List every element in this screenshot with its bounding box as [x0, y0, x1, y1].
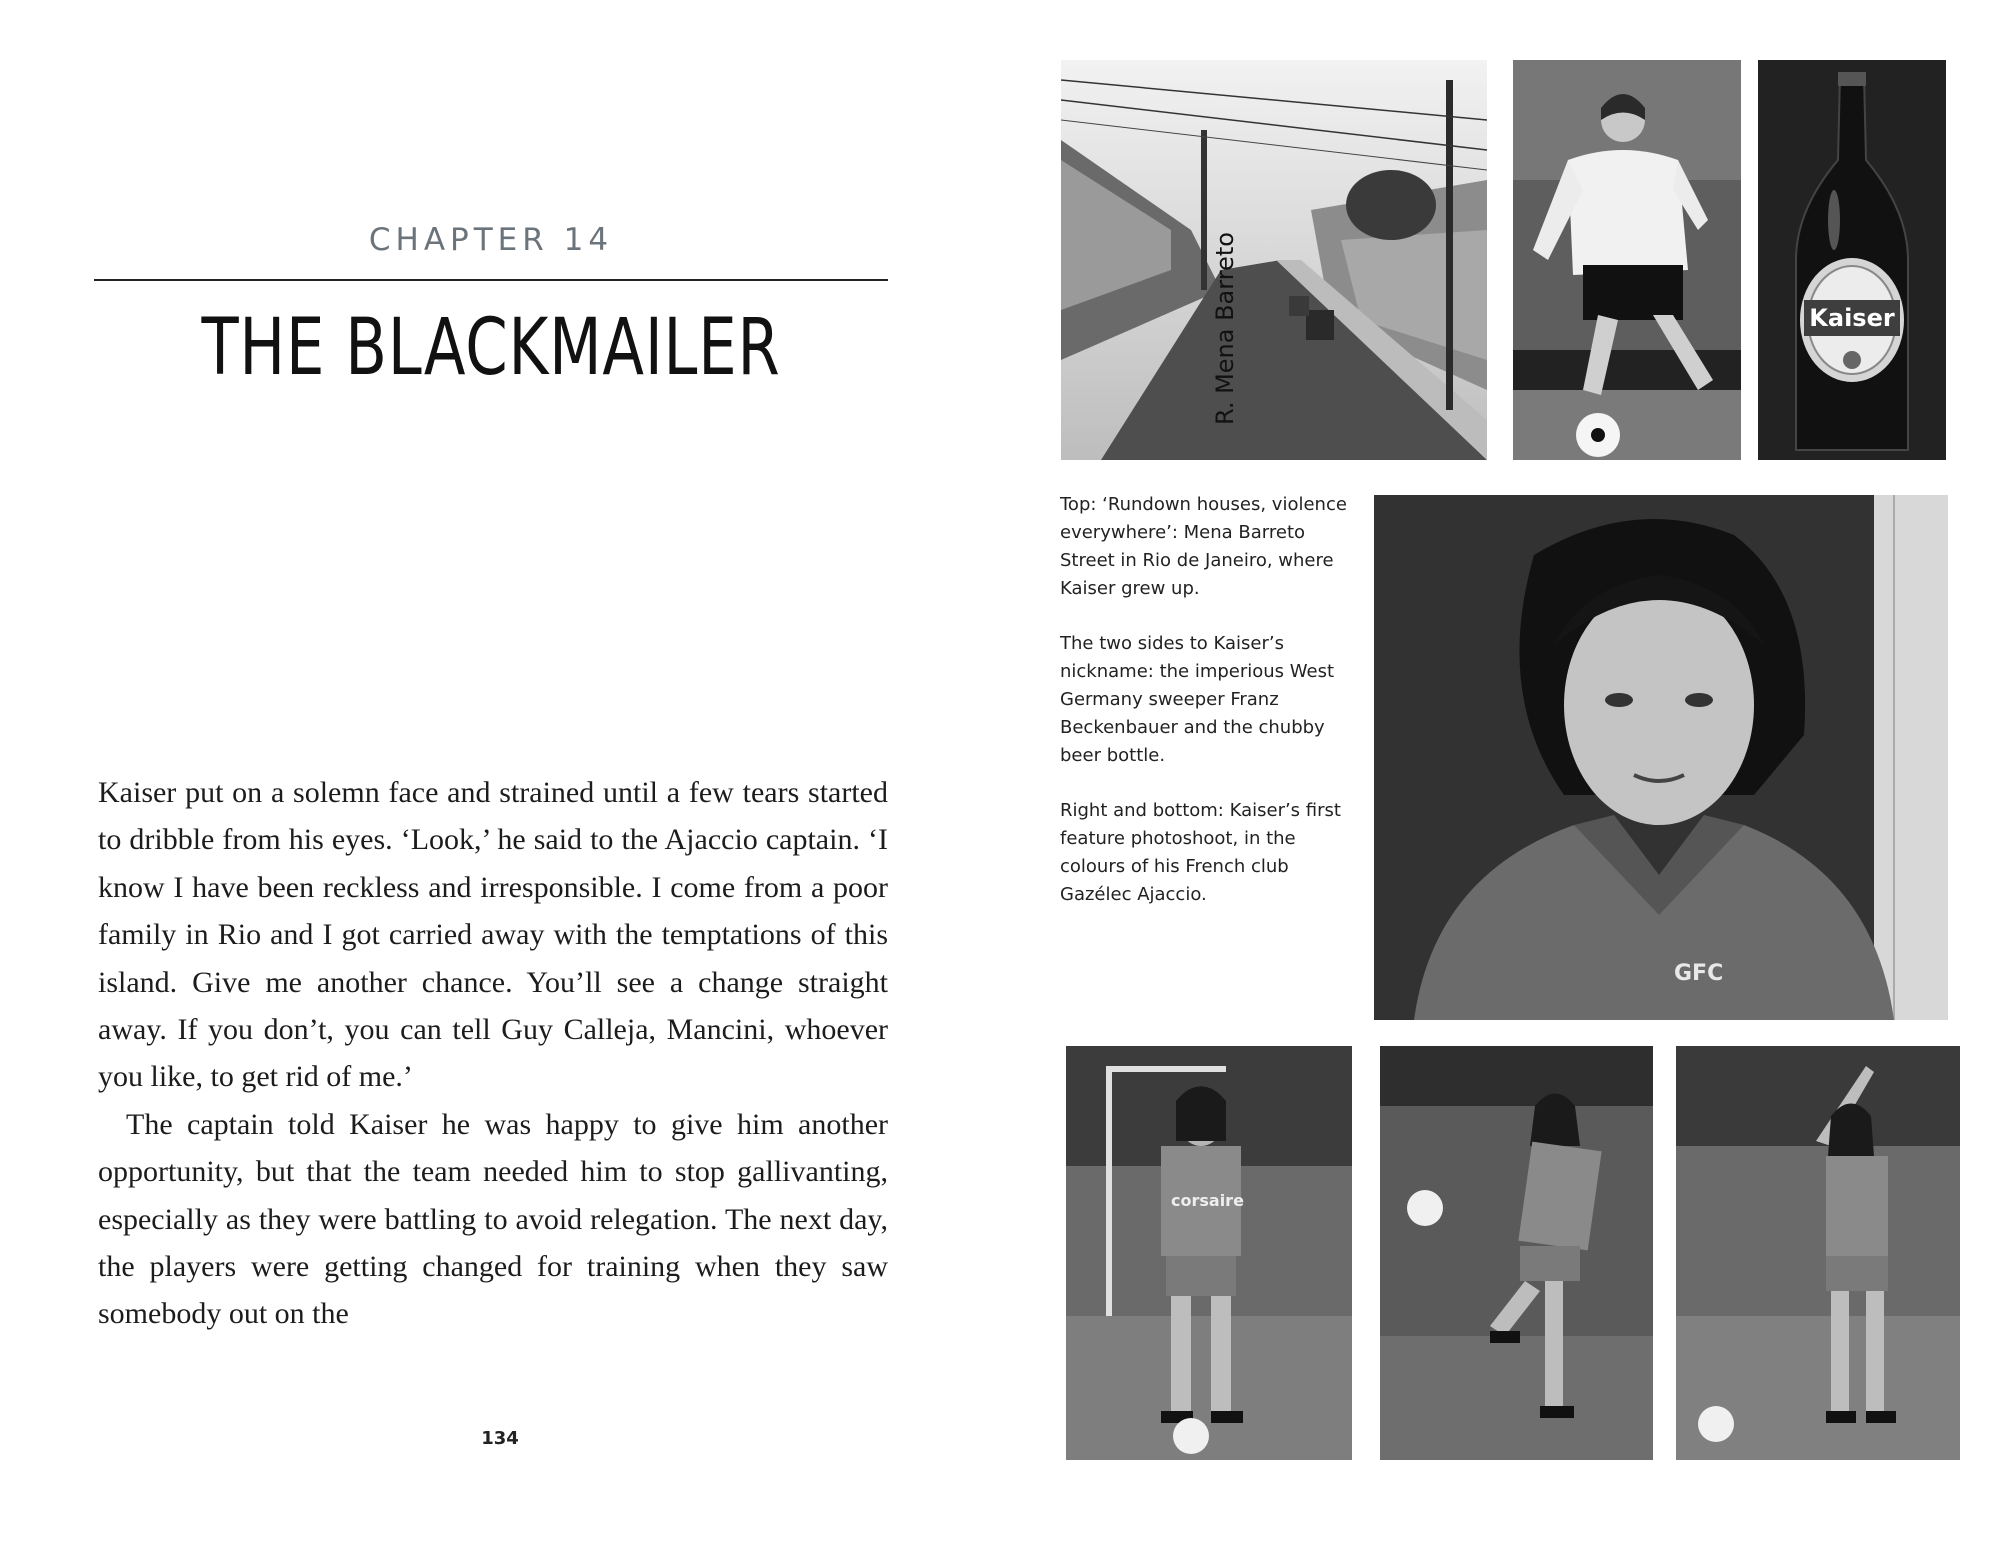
street-sign-text: R. Mena Barreto [1211, 232, 1239, 425]
caption-top: Top: ‘Rundown houses, violence everywhere’: Mena Barreto Street in Rio de Janeiro, where Kaiser grew up. [1060, 494, 1347, 599]
photoshoot-photo-1 [1066, 1046, 1352, 1460]
shirt-crest-text: GFC [1674, 961, 1724, 986]
beckenbauer-photo [1513, 60, 1741, 460]
body-text [98, 769, 888, 1338]
bottle-label-text: Kaiser [1809, 304, 1895, 332]
right-page [1000, 0, 2000, 1547]
kaiser-portrait-photo [1374, 495, 1948, 1020]
photo-caption [1060, 491, 1360, 936]
paragraph-1: Kaiser put on a solemn face and strained until a few tears started to dribble from his eyes. ‘Look,’ he said to the Ajaccio captain. ‘I know I have been reckless and irresponsible. I come from a poor family in Rio and I got carried away with the temptations of this island. Give me another chance. You’ll see a change straight away. If you don’t, you can tell Guy Calleja, Mancini, whoever you like, to get rid of me.’ [98, 776, 888, 1094]
chapter-title: THE BLACKMAILER [201, 303, 781, 393]
paragraph-2: The captain told Kaiser he was happy to give him another opportunity, but that the team needed him to stop gallivanting, especially as they were battling to avoid relegation. The next day, the players were getting changed for training when they saw somebody out on the [98, 1107, 888, 1331]
photoshoot-photo-2 [1380, 1046, 1653, 1460]
chapter-label: CHAPTER 14 [368, 222, 614, 258]
caption-nickname: The two sides to Kaiser’s nickname: the imperious West Germany sweeper Franz Beckenbauer and the chubby beer bottle. [1060, 633, 1335, 766]
kaiser-bottle-photo [1758, 60, 1946, 460]
caption-photoshoot: Right and bottom: Kaiser’s first feature photoshoot, in the colours of his French club Gazélec Ajaccio. [1060, 800, 1341, 905]
chapter-rule [94, 279, 888, 281]
street-photo [1061, 60, 1487, 460]
page-number: 134 [481, 1428, 519, 1449]
shirt-sponsor-text: corsaire [1171, 1191, 1244, 1210]
photoshoot-photo-3 [1676, 1046, 1960, 1460]
